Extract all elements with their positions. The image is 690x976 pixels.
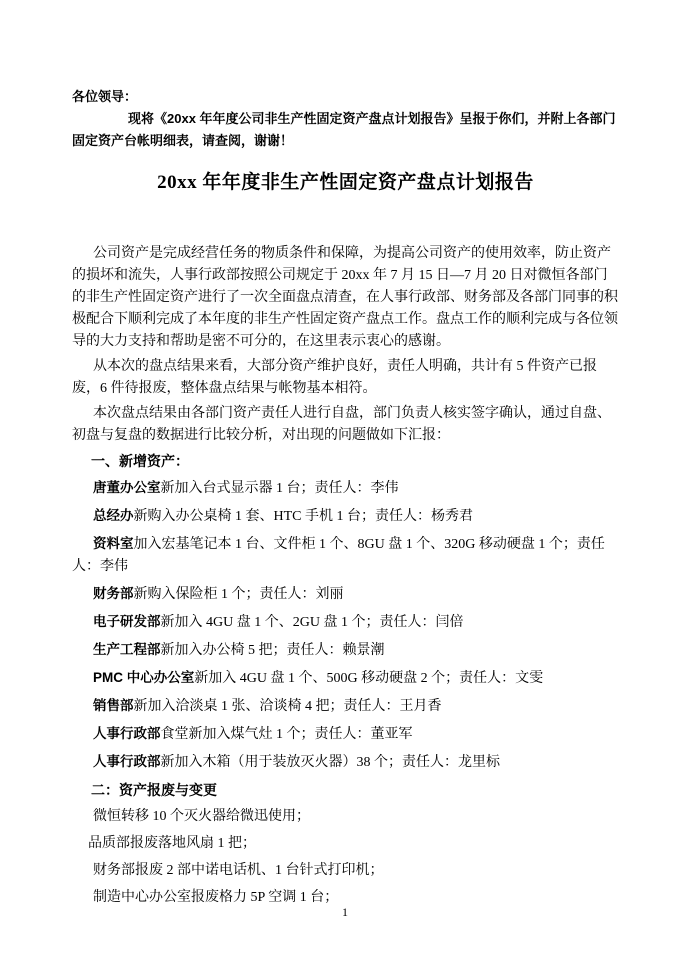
disposal-item: 财务部报废 2 部中诺电话机、1 台针式打印机； [93, 863, 384, 878]
asset-item [72, 611, 619, 634]
department-name: 人事行政部 [93, 726, 161, 741]
item-detail: 新加入木箱（用于装放灭火器）38 个；责任人：龙里标 [160, 755, 500, 770]
asset-item [72, 639, 619, 662]
item-detail: 加入宏基笔记本 1 台、文件柜 1 个、8GU 盘 1 个、320G 移动硬盘 1 个；责任人：李伟 [72, 537, 605, 574]
department-name: 人事行政部 [93, 754, 161, 769]
department-name: 销售部 [93, 698, 134, 713]
department-name: PMC 中心办公室 [93, 670, 195, 685]
asset-item [72, 695, 619, 718]
body-paragraph: 从本次的盘点结果来看，大部分资产维护良好，责任人明确，共计有 5 件资产已报废，6 件待报废，整体盘点结果与帐物基本相符。 [72, 359, 597, 396]
asset-item [72, 583, 619, 606]
report-title: 20xx 年年度非生产性固定资产盘点计划报告 [157, 172, 534, 193]
asset-item [72, 477, 619, 500]
asset-item [72, 751, 619, 774]
item-detail: 新加入 4GU 盘 1 个、2GU 盘 1 个；责任人：闫倍 [160, 615, 464, 630]
asset-item [72, 533, 619, 578]
salutation: 各位领导： [72, 89, 138, 104]
asset-item [72, 723, 619, 746]
item-detail: 新加入洽淡桌 1 张、洽谈椅 4 把；责任人：王月香 [133, 699, 442, 714]
body-paragraph: 公司资产是完成经营任务的物质条件和保障，为提高公司资产的使用效率，防止资产的损坏和流失，人事行政部按照公司规定于 20xx 年 7 月 15 日—7 月 20 日对微恒各部门的非生产性固定资产进行了一次全面盘点清查，在人事行政部、财务部及各部门同事的积极配合下顺利完成了本年度的非生产性固定资产盘点工作。盘点工作的顺利完成与各位领导的大力支持和帮助是密不可分的，在这里表示衷心的感谢。 [72, 246, 618, 349]
item-detail: 新加入 4GU 盘 1 个、500G 移动硬盘 2 个；责任人：文雯 [194, 671, 544, 686]
item-detail: 新加入台式显示器 1 台；责任人：李伟 [160, 481, 399, 496]
section-heading-disposal: 二：资产报废与变更 [91, 782, 217, 798]
department-name: 财务部 [93, 586, 134, 601]
disposal-item: 制造中心办公室报废格力 5P 空调 1 台； [93, 890, 339, 905]
item-detail: 新购入办公桌椅 1 套、HTC 手机 1 台；责任人：杨秀君 [133, 509, 473, 524]
department-name: 总经办 [93, 508, 134, 523]
page-number: 1 [342, 905, 348, 919]
item-detail: 新购入保险柜 1 个；责任人：刘丽 [133, 587, 344, 602]
disposal-item: 微恒转移 10 个灭火器给微迅使用； [93, 809, 310, 824]
item-detail: 新加入办公椅 5 把；责任人：赖景潮 [160, 643, 385, 658]
department-name: 唐董办公室 [93, 480, 161, 495]
department-name: 生产工程部 [93, 642, 161, 657]
item-detail: 食堂新加入煤气灶 1 个；责任人：董亚军 [160, 727, 413, 742]
department-name: 资料室 [93, 536, 134, 551]
disposal-item: 品质部报废落地风扇 1 把； [88, 836, 256, 851]
asset-item [72, 505, 619, 528]
asset-item [72, 667, 619, 690]
intro-paragraph: 现将《20xx 年年度公司非生产性固定资产盘点计划报告》呈报于你们，并附上各部门固定资产台帐明细表，请查阅，谢谢！ [72, 111, 616, 148]
department-name: 电子研发部 [93, 614, 161, 629]
body-paragraph: 本次盘点结果由各部门资产责任人进行自盘，部门负责人核实签字确认，通过自盘、初盘与复盘的数据进行比较分析，对出现的问题做如下汇报： [72, 406, 611, 443]
section-heading-new-assets: 一、新增资产： [91, 453, 189, 469]
